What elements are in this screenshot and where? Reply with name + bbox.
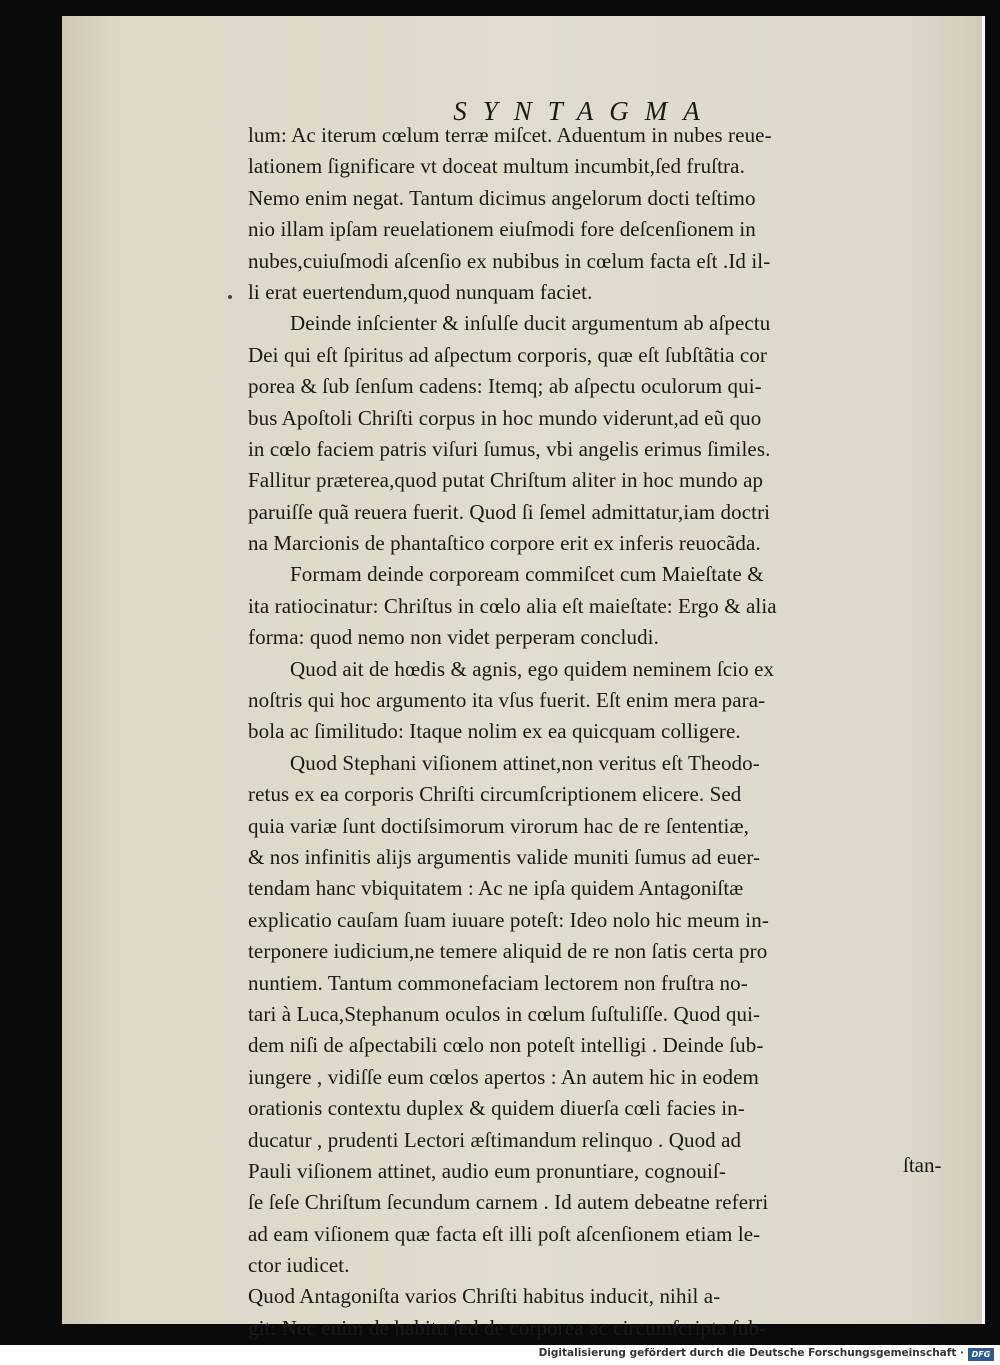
text-line: na Marcionis de phantaſtico corpore erit ex inferis reuocãda. xyxy=(248,531,761,556)
text-line: bola ac ſimilitudo: Itaque nolim ex ea quicquam colligere. xyxy=(248,719,741,744)
text-line: terponere iudicium,ne temere aliquid de re non ſatis certa pro xyxy=(248,939,768,964)
text-line: Quod Stephani viſionem attinet,non veritus eſt Theodo- xyxy=(290,750,760,775)
text-line: tendam hanc vbiquitatem : Ac ne ipſa quidem Antagoniſtӕ xyxy=(248,876,744,901)
text-line: nubes,cuiuſmodi aſcenſio ex nubibus in cœlum facta eſt .Id il- xyxy=(248,248,771,273)
text-line: ducatur , prudenti Lectori æſtimandum relinquo . Quod ad xyxy=(248,1127,742,1152)
text-line: Formam deinde corpoream commiſcet cum Maieſtate & xyxy=(290,562,764,587)
text-line: forma: quod nemo non videt perperam concludi. xyxy=(248,625,659,650)
text-line: dem niſi de aſpectabili cœlo non poteſt intelligi . Deinde ſub- xyxy=(248,1033,764,1058)
text-line: Deinde inſcienter & inſulſe ducit argumentum ab aſpectu xyxy=(290,311,771,336)
ink-speck xyxy=(228,295,232,299)
text-line: ctor iudicet. xyxy=(248,1253,350,1278)
digitization-credit: Digitalisierung gefördert durch die Deutsche Forschungsgemeinschaft · xyxy=(538,1347,964,1359)
text-line: orationis contextu duplex & quidem diuerſa cœli facies in- xyxy=(248,1096,745,1121)
text-line: Fallitur prӕterea,quod putat Chriſtum aliter in hoc mundo ap xyxy=(248,468,764,493)
text-line: retus ex ea corporis Chriſti circumſcriptionem elicere. Sed xyxy=(248,782,742,807)
footer-bar xyxy=(0,1345,1000,1365)
page-edge xyxy=(982,16,985,1324)
text-line: paruiſſe quã reuera fuerit. Quod ſi ſemel admittatur,iam doctri xyxy=(248,499,771,524)
text-line: lationem ſignificare vt doceat multum incumbit,ſed fruſtra. xyxy=(248,154,745,179)
text-line: git: Nec enim de habitu ſed de corporea ac circumſcripta ſub- xyxy=(248,1315,767,1340)
text-line: quia variӕ ſunt doctiſsimorum virorum hac de re ſententiӕ, xyxy=(248,813,749,838)
text-line: Pauli viſionem attinet, audio eum pronuntiare, cognouiſ- xyxy=(248,1158,726,1183)
text-line: iungere , vidiſſe eum cœlos apertos : An autem hic in eodem xyxy=(248,1064,759,1089)
dfg-logo: DFG xyxy=(968,1348,994,1361)
text-line: nio illam ipſam reuelationem eiuſmodi fore deſcenſionem in xyxy=(248,217,756,242)
text-line: Dei qui eſt ſpiritus ad aſpectum corporis, quæ eſt ſubſtãtia cor xyxy=(248,342,768,367)
running-head: SYNTAGMA xyxy=(453,96,716,126)
text-line: Nemo enim negat. Tantum dicimus angelorum docti teſtimo xyxy=(248,185,756,210)
text-line: li erat euertendum,quod nunquam faciet. xyxy=(248,279,593,304)
body-text xyxy=(248,120,948,1344)
text-line: lum: Ac iterum cœlum terræ miſcet. Aduentum in nubes reue- xyxy=(248,123,772,147)
text-line: in cœlo faciem patris viſuri ſumus, vbi angelis erimus ſimiles. xyxy=(248,436,771,461)
text-line: bus Apoſtoli Chriſti corpus in hoc mundo viderunt,ad eũ quo xyxy=(248,405,762,430)
text-line: porea & ſub ſenſum cadens: Itemq; ab aſpectu oculorum qui- xyxy=(248,374,762,399)
text-line: noſtris qui hoc argumento ita vſus fuerit. Eſt enim mera para- xyxy=(248,688,766,713)
text-line: tari à Luca,Stephanum oculos in cœlum ſuſtuliſſe. Quod qui- xyxy=(248,1001,761,1026)
text-line: nuntiem. Tantum commonefaciam lectorem non fruſtra no- xyxy=(248,970,748,995)
text-line: ad eam viſionem quæ facta eſt illi poſt aſcenſionem etiam le- xyxy=(248,1221,761,1246)
text-line: explicatio cauſam ſuam iuuare poteſt: Ideo nolo hic meum in- xyxy=(248,907,769,932)
text-line: ita ratiocinatur: Chriſtus in cœlo alia eſt maieſtate: Ergo & alia xyxy=(248,593,777,618)
text-line: & nos infinitis alijs argumentis valide muniti ſumus ad euer- xyxy=(248,844,761,869)
text-line: Quod Antagoniſta varios Chriſti habitus inducit, nihil a- xyxy=(248,1284,721,1309)
text-line: Quod ait de hœdis & agnis, ego quidem neminem ſcio ex xyxy=(290,656,775,681)
catchword: ſtan- xyxy=(903,1153,942,1177)
text-line: ſe ſeſe Chriſtum ſecundum carnem . Id autem debeatne referri xyxy=(248,1190,769,1215)
